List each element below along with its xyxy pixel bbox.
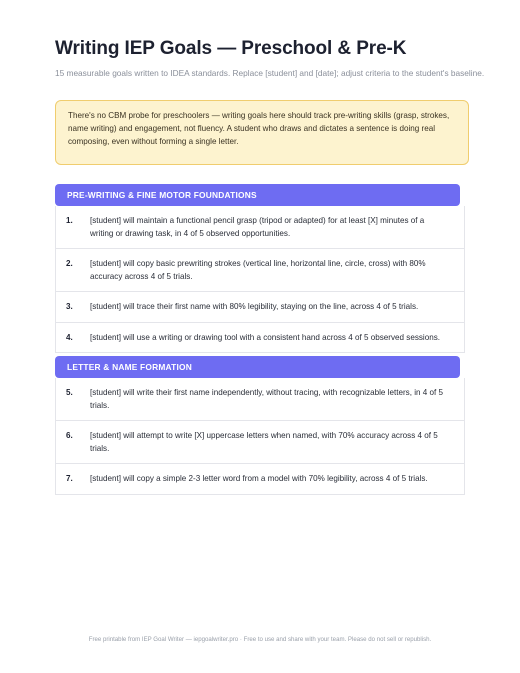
- page-footer: Free printable from IEP Goal Writer — iepgoalwriter.pro · Free to use and share with your team. Please do not sell or republish.: [88, 636, 432, 643]
- goal-item: [55, 323, 465, 354]
- goal-item: [55, 206, 465, 249]
- goal-item: [55, 464, 465, 495]
- goal-number: 2.: [66, 259, 73, 268]
- goal-item: [55, 421, 465, 464]
- goal-text: [student] will trace their first name with 80% legibility, staying on the line, across 4 of 5 trials.: [90, 302, 419, 311]
- goal-text: [student] will attempt to write [X] uppercase letters when named, with 70% accuracy across 4 of 5 trials.: [90, 431, 438, 453]
- goal-item: [55, 249, 465, 292]
- goal-number: 3.: [66, 302, 73, 311]
- goal-list-pre-writing: [55, 206, 465, 353]
- goal-number: 7.: [66, 474, 73, 483]
- goal-text: [student] will use a writing or drawing tool with a consistent hand across 4 of 5 observed sessions.: [90, 332, 441, 342]
- section-header-pre-writing: PRE-WRITING & FINE MOTOR FOUNDATIONS: [55, 184, 460, 206]
- goal-text: [student] will maintain a functional pencil grasp (tripod or adapted) for at least [X] minutes of a writing or drawing task, in 4 of 5 observed opportunities.: [90, 216, 425, 238]
- goal-number: 6.: [66, 431, 73, 440]
- goal-text: [student] will copy basic prewriting strokes (vertical line, horizontal line, circle, cross) with 80% accuracy across 4 of 5 trials.: [90, 259, 426, 281]
- callout-note: There's no CBM probe for preschoolers — writing goals here should track pre-writing skills (grasp, strokes, name writing) and engagement, not fluency. A student who draws and dictates a sentence is doing real composing, even without forming a single letter.: [55, 100, 469, 165]
- goal-list-letter-name: [55, 378, 465, 495]
- goal-item: [55, 292, 465, 323]
- goal-number: 1.: [66, 216, 73, 225]
- page-title: Writing IEP Goals — Preschool & Pre-K: [55, 38, 407, 59]
- goal-text: [student] will write their first name independently, without tracing, with recognizable letters, in 4 of 5 trials.: [90, 388, 444, 410]
- goal-number: 5.: [66, 388, 73, 397]
- goal-number: 4.: [66, 332, 73, 342]
- goal-item: [55, 378, 465, 421]
- page-subtitle: 15 measurable goals written to IDEA standards. Replace [student] and [date]; adjust criteria to the student's baseline.: [55, 68, 485, 78]
- section-header-letter-name: LETTER & NAME FORMATION: [55, 356, 460, 378]
- goal-text: [student] will copy a simple 2-3 letter word from a model with 70% legibility, across 4 of 5 trials.: [90, 474, 428, 483]
